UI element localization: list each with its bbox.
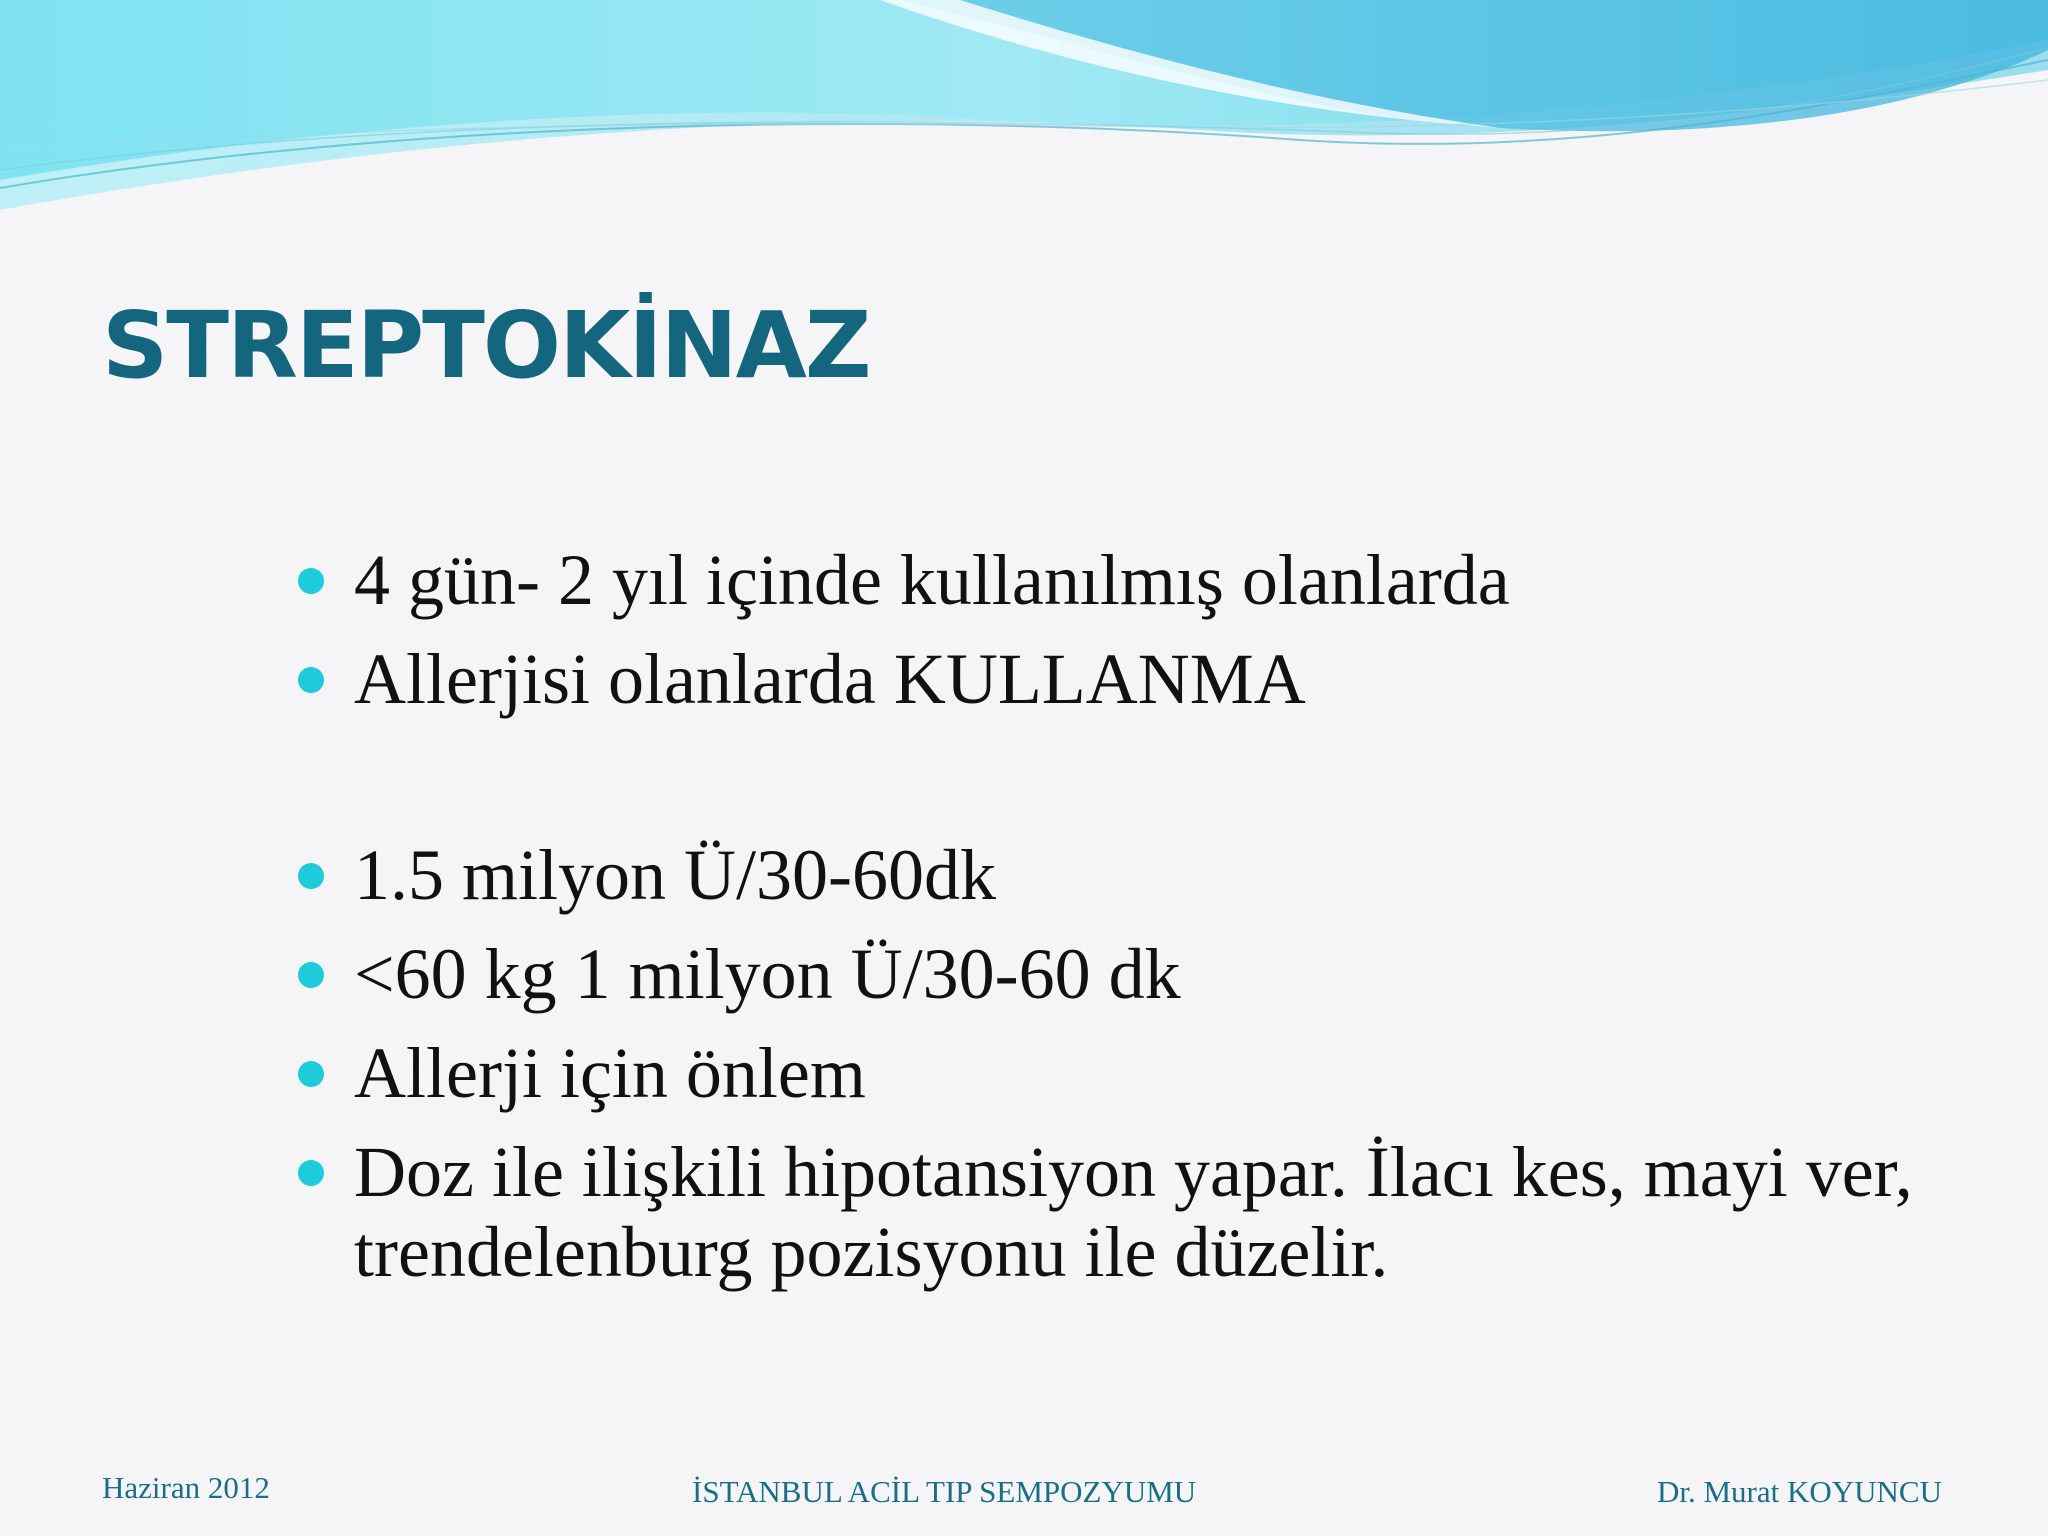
list-item-text: Allerjisi olanlarda KULLANMA: [354, 639, 1306, 719]
bullet-dot-icon: [298, 1160, 324, 1186]
footer-date: Haziran 2012: [102, 1470, 270, 1505]
list-item: [296, 540, 1976, 620]
bullet-dot-icon: [298, 568, 324, 594]
list-item-text: 4 gün- 2 yıl içinde kullanılmış olanlarda: [354, 540, 1510, 620]
bullet-dot-icon: [298, 667, 324, 693]
bullet-dot-icon: [298, 1061, 324, 1087]
footer-author: Dr. Murat KOYUNCU: [1656, 1474, 1942, 1509]
list-item: [296, 934, 1976, 1014]
page-title: STREPTOKİNAZ: [102, 292, 870, 399]
bullet-dot-icon: [298, 962, 324, 988]
bullet-list: [296, 540, 1976, 1292]
list-item-text: Allerji için önlem: [354, 1033, 866, 1113]
list-item: [296, 1132, 1976, 1292]
footer-event: İSTANBUL ACİL TIP SEMPOZYUMU: [692, 1474, 1197, 1509]
wave-header-decoration: [0, 0, 2048, 240]
list-item-text: <60 kg 1 milyon Ü/30-60 dk: [354, 934, 1181, 1014]
list-item: [296, 639, 1976, 719]
list-item-text: 1.5 milyon Ü/30-60dk: [354, 835, 996, 915]
list-item: [296, 835, 1976, 915]
list-item-text: Doz ile ilişkili hipotansiyon yapar. İlacı kes, mayi ver, trendelenburg pozisyonu ile düzelir.: [354, 1132, 1913, 1292]
list-item: [296, 1033, 1976, 1113]
bullet-dot-icon: [298, 863, 324, 889]
